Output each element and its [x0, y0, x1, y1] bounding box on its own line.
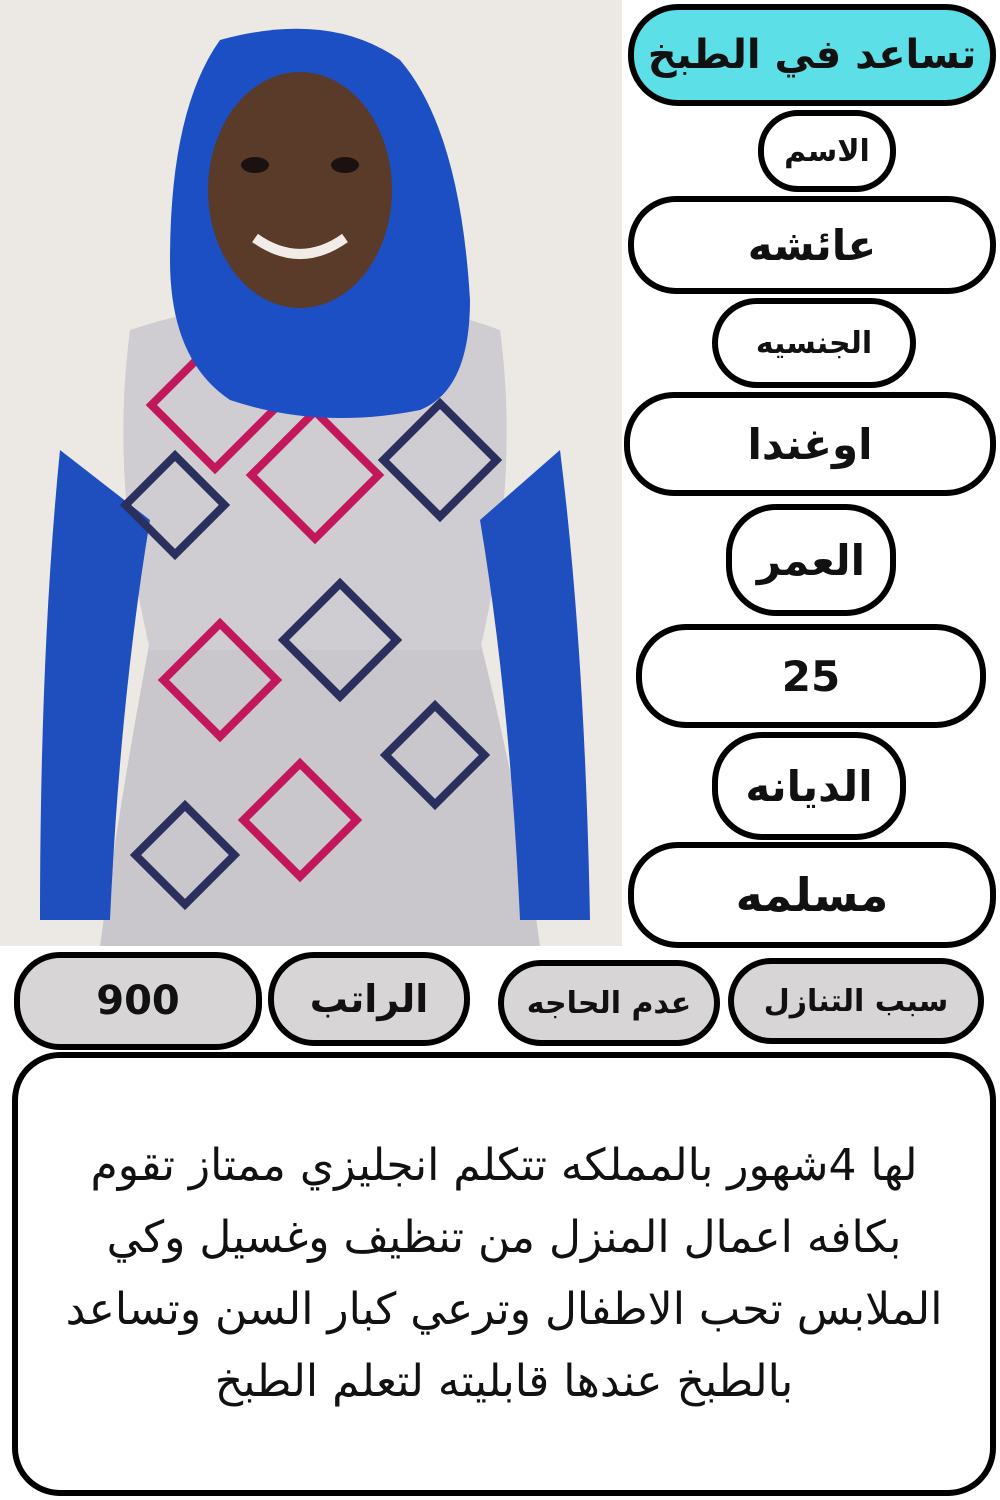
- age-value: 25: [636, 624, 986, 728]
- salary-value: 900: [14, 952, 262, 1050]
- title-text: تساعد في الطبخ: [647, 32, 977, 78]
- person-illustration: [0, 0, 622, 946]
- nationality-label: الجنسيه: [712, 298, 916, 388]
- age-label: العمر: [726, 504, 896, 616]
- reason-label: سبب التنازل: [728, 958, 984, 1044]
- person-photo: [0, 0, 622, 946]
- description-text: لها 4شهور بالمملكه تتكلم انجليزي ممتاز تقوم بكافه اعمال المنزل من تنظيف وغسيل وكي الملابس تحب الاطفال وترعي كبار السن وتساعد بالطبخ عندها قابليته لتعلم الطبخ: [65, 1140, 943, 1407]
- reason-value: عدم الحاجه: [498, 960, 720, 1046]
- description-box: [12, 1052, 996, 1496]
- religion-label: الديانه: [712, 732, 906, 840]
- nationality-value: اوغندا: [624, 392, 996, 496]
- salary-label: الراتب: [268, 952, 470, 1046]
- name-value: عائشه: [628, 196, 996, 294]
- religion-value: مسلمه: [628, 842, 996, 948]
- name-label: الاسم: [758, 110, 896, 192]
- title-badge: [628, 4, 996, 106]
